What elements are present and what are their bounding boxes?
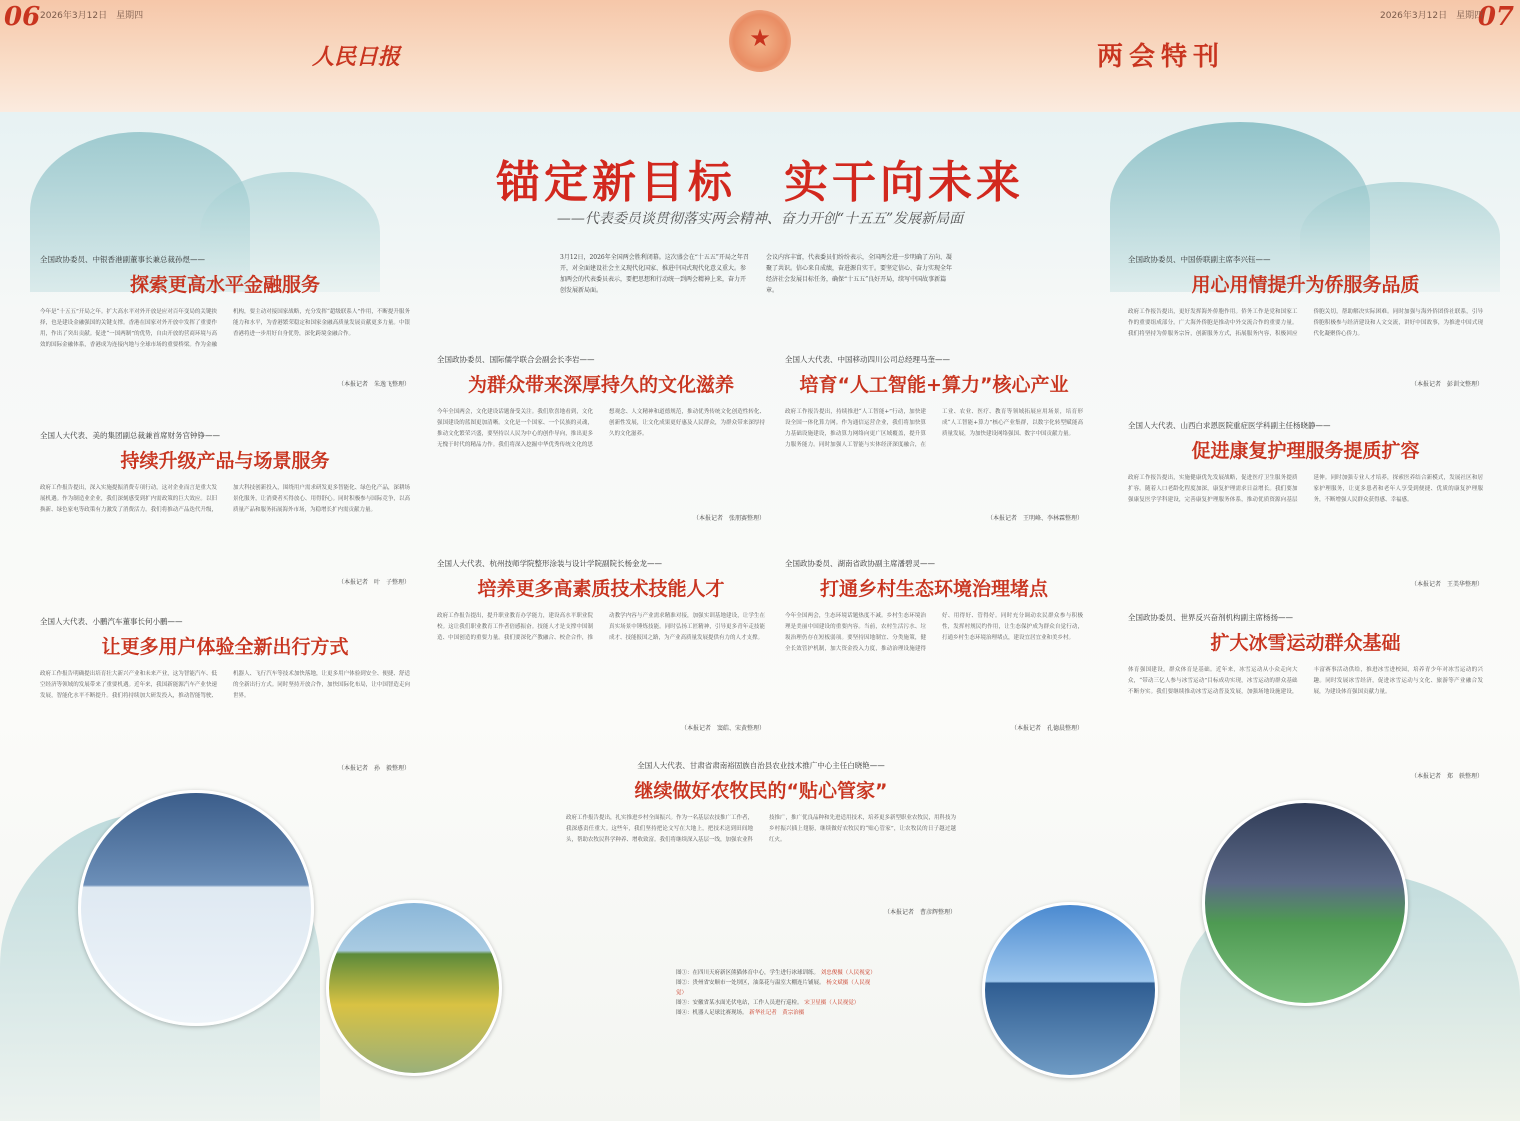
article-block — [437, 558, 765, 732]
left-page-number: 06 — [4, 2, 41, 32]
article-title: 继续做好农牧民的“贴心管家” — [634, 780, 888, 802]
caption-text: 图②：贵州省安顺市一处坝区，油菜花与温室大棚连片铺展。 — [676, 980, 825, 986]
left-date: 2026年3月12日 星期四 — [40, 11, 144, 21]
caption-credit: 杨文斌摄（人民视觉） — [676, 980, 871, 996]
article-byline: （本报记者 王明峰、李林霖整理） — [986, 515, 1083, 522]
caption-text: 图③：安徽省某水面光伏电站，工作人员进行巡检。 — [676, 1000, 803, 1006]
caption-text: 图④：机器人足球比赛现场。 — [676, 1010, 748, 1016]
photo-captions — [676, 968, 876, 1018]
article-title: 促进康复护理服务提质扩容 — [1191, 440, 1420, 462]
article-body: 政府工作报告提出，提升职业教育办学能力，建设高水平职业院校。这让我们职业教育工作者倍感振奋。技能人才是支撑中国制造、中国创造的重要力量。我们要深化产教融合、校企合作，推动教学内容与产业需求精准对接，加强实训基地建设，让学生在真实场景中锤炼技能。同时弘扬工匠精神，引导更多青年走技能成才、技能报国之路，为产业高质量发展提供有力的人才支撑。 — [437, 613, 765, 641]
article-block — [785, 558, 1083, 732]
right-page-number: 07 — [1477, 2, 1514, 32]
caption-text: 图①：在四川天府新区熊猫体育中心，学生进行冰球训练。 — [676, 970, 820, 976]
article-body: 政府工作报告提出，实施健康优先发展战略，促进医疗卫生服务提质扩容。随着人口老龄化程度加深，康复护理需求日益增长。我们要加强康复医学学科建设，完善康复护理服务体系，推动优质资源向基层延伸。同时加强专业人才培养，探索医养结合新模式，发展社区和居家护理服务，让更多患者和老年人享受到便捷、优质的康复护理服务，不断增强人民群众获得感、幸福感。 — [1128, 475, 1483, 503]
star-emblem-icon: ★ — [729, 10, 791, 72]
article-byline: （本报记者 张朋赛整理） — [692, 515, 765, 522]
article-kicker: 全国人大代表、中国移动四川公司总经理马奎—— — [785, 355, 950, 364]
article-body: 政府工作报告提出，持续推进“人工智能+”行动，加快建设全国一体化算力网。作为通信运营企业，我们将加快算力基础设施建设，推动算力网络向更广区域覆盖，提升算力服务能力。同时加强人工智能与实体经济深度融合，在工业、农业、医疗、教育等领域拓展应用场景，培育形成“人工智能+算力”核心产业集群，以数字化转型赋能高质量发展，为加快建设网络强国、数字中国贡献力量。 — [785, 409, 1083, 448]
article-kicker: 全国人大代表、甘肃省肃南裕固族自治县农业技术推广中心主任白晓艳—— — [637, 761, 885, 770]
article-block — [1128, 420, 1483, 588]
article-byline: （本报记者 叶 子整理） — [337, 579, 410, 586]
masthead-band — [0, 0, 1520, 112]
article-kicker: 全国政协委员、世界反兴奋剂机构副主席杨扬—— — [1128, 613, 1293, 622]
caption-credit: 刘忠俊摄（人民视觉） — [820, 970, 876, 976]
article-kicker: 全国人大代表、美的集团副总裁兼首席财务官钟铮—— — [40, 431, 220, 440]
page-headline: 锚定新目标 实干向未来 — [496, 157, 1024, 208]
caption-item — [676, 1008, 876, 1018]
article-block — [1128, 612, 1483, 780]
article-body: 今年全国两会，文化建设话题备受关注。我们欣喜地看到，文化强国建设的蓝图更加清晰。文化是一个国家、一个民族的灵魂，推动文化繁荣兴盛，要坚持以人民为中心的创作导向，推出更多无愧于时代的精品力作。我们将深入挖掘中华优秀传统文化的思想观念、人文精神和道德规范，推动优秀传统文化创造性转化、创新性发展，让文化成果更好惠及人民群众，为群众带来深厚持久的文化滋养。 — [437, 409, 765, 448]
article-body: 体育强国建设，群众体育是基础。近年来，冰雪运动从小众走向大众，“带动三亿人参与冰雪运动”目标成功实现，冰雪运动的群众基础不断夯实。我们要继续推动冰雪运动普及发展，加强场地设施建设，丰富赛事活动供给，推进冰雪进校园，培养青少年对冰雪运动的兴趣。同时发展冰雪经济，促进冰雪运动与文化、旅游等产业融合发展，为建设体育强国贡献力量。 — [1128, 667, 1483, 695]
article-byline: （本报记者 朱逸飞整理） — [337, 381, 410, 388]
article-block — [785, 354, 1083, 522]
article-byline: （本报记者 孙 毅整理） — [337, 765, 410, 772]
article-title: 培育“人工智能+算力”核心产业 — [799, 374, 1069, 396]
page-subheadline: ——代表委员谈贯彻落实两会精神、奋力开创“十五五”发展新局面 — [556, 211, 964, 227]
article-title: 让更多用户体验全新出行方式 — [101, 636, 349, 658]
intro-column-2: 会议内容丰富，代表委员们纷纷表示，全国两会进一步明确了方向、凝聚了共识。信心来自成绩，奋进源自实干。要坚定信心、奋力实现全年经济社会发展目标任务，确保“十五五”良好开局，续写中国故事新篇章。 — [766, 254, 953, 294]
article-kicker: 全国人大代表、杭州技师学院整形涂装与设计学院副院长杨金龙—— — [437, 559, 662, 568]
article-title: 探索更高水平金融服务 — [129, 274, 320, 296]
article-block — [1128, 254, 1483, 388]
article-title: 打通乡村生态环境治理堵点 — [819, 578, 1048, 600]
caption-credit: 新华社记者 黄宗治摄 — [749, 1010, 805, 1016]
article-kicker: 全国政协委员、国际儒学联合会副会长李岩—— — [437, 355, 595, 364]
article-block — [40, 616, 410, 772]
article-title: 为群众带来深厚持久的文化滋养 — [467, 374, 734, 396]
article-title: 培养更多高素质技术技能人才 — [477, 578, 725, 600]
ice-hockey-photo — [78, 790, 314, 1026]
article-kicker: 全国人大代表、小鹏汽车董事长何小鹏—— — [40, 617, 183, 626]
farmland-photo — [326, 900, 502, 1076]
article-body: 政府工作报告提出，更好发挥海外侨胞作用。侨务工作是党和国家工作的重要组成部分。广大海外侨胞是推动中外交流合作的重要力量。我们将坚持为侨服务宗旨，创新服务方式，拓展服务内容，积极回应侨胞关切，帮助解决实际困难。同时加强与海外侨团侨社联系，引导侨胞积极参与经济建设和人文交流，讲好中国故事，为推进中国式现代化凝聚侨心侨力。 — [1128, 309, 1483, 337]
article-kicker: 全国政协委员、湖南省政协副主席潘碧灵—— — [785, 559, 935, 568]
newspaper-logo: 人民日报 — [312, 44, 401, 70]
article-title: 用心用情提升为侨服务品质 — [1191, 274, 1420, 296]
intro-column-1: 3月12日，2026年全国两会胜利闭幕。这次盛会在“十五五”开局之年召开，对全面建设社会主义现代化国家、推进中国式现代化意义重大。参加两会的代表委员表示，要把思想和行动统一到两会精神上来，奋力开创发展新局面。 — [560, 254, 749, 294]
section-title: 两会特刊 — [1097, 42, 1226, 72]
article-byline: （本报记者 曹彦辉整理） — [883, 909, 956, 916]
right-date: 2026年3月12日 星期四 — [1380, 11, 1484, 21]
article-body: 政府工作报告提出，深入实施提振消费专项行动，这对企业而言是重大发展机遇。作为制造业企业，我们深刻感受到扩内需政策的巨大效应。以旧换新、绿色家电等政策有力激发了消费活力。我们将推动产品迭代升级，加大科技创新投入，围绕用户需求研发更多智能化、绿色化产品，深耕场景化服务，让消费者买得放心、用得舒心。同时积极参与国际竞争，以高质量产品和服务拓展海外市场，为稳增长扩内需贡献力量。 — [40, 485, 410, 513]
article-block — [566, 760, 956, 916]
article-title: 扩大冰雪运动群众基础 — [1210, 632, 1401, 654]
article-body: 今年是“十五五”开局之年。扩大高水平对外开放是应对百年变局的关键抉择，也是建设金融强国的关键支撑。香港在国家对外开放中发挥了重要作用，作出了突出贡献。促进“一国两制”的优势，自由开放的营商环境与高效的国际金融体系，香港成为连接内地与全球市场的重要桥梁。作为金融机构，要主动对接国家战略，充分发挥“超级联系人”作用，不断提升服务能力和水平，为香港繁荣稳定和国家金融高质量发展贡献更多力量。中银香港将进一步用好自身优势，深化跨境金融合作。 — [40, 309, 410, 348]
article-kicker: 全国人大代表、山西白求恩医院重症医学科副主任杨晓静—— — [1128, 421, 1331, 430]
article-byline: （本报记者 郑 轶整理） — [1410, 773, 1483, 780]
article-body: 政府工作报告明确提出培育壮大新兴产业和未来产业，这为智能汽车、低空经济等领域的发展带来了重要机遇。近年来，我国新能源汽车产业快速发展，智能化水平不断提升。我们将持续加大研发投入，推动智能驾驶、机器人、飞行汽车等技术加快落地，让更多用户体验到安全、便捷、舒适的全新出行方式。同时坚持开放合作，加快国际化布局，让中国智造走向世界。 — [40, 671, 410, 699]
article-block — [40, 254, 410, 388]
robot-football-photo — [1202, 800, 1408, 1006]
article-byline: （本报记者 王美华整理） — [1410, 581, 1483, 588]
article-body: 今年全国两会，生态环境话题热度不减。乡村生态环境治理是美丽中国建设的重要内容。当前，农村生活污水、垃圾治理仍存在短板弱项。要坚持因地制宜、分类施策，健全长效管护机制，加大资金投入力度，推动治理设施建得好、用得好、管得好。同时充分调动农民群众参与积极性，发挥村规民约作用，让生态保护成为群众自觉行动，打通乡村生态环境治理堵点，建设宜居宜业和美乡村。 — [785, 613, 1083, 652]
article-kicker: 全国政协委员、中银香港副董事长兼总裁孙煜—— — [40, 255, 205, 264]
article-kicker: 全国政协委员、中国侨联副主席李兴钰—— — [1128, 255, 1271, 264]
article-byline: （本报记者 彭训文整理） — [1410, 381, 1483, 388]
caption-item — [676, 968, 876, 978]
article-block — [437, 354, 765, 522]
caption-credit: 宋卫星摄（人民视觉） — [804, 1000, 860, 1006]
caption-item — [676, 998, 876, 1008]
caption-item — [676, 978, 876, 998]
article-body: 政府工作报告提出，扎实推进乡村全面振兴。作为一名基层农技推广工作者，我深感责任重大。这些年，我们坚持把论文写在大地上，把技术送到田间地头，帮助农牧民科学种养、增收致富。我们将继续深入基层一线，加强农业科技推广，推广优良品种和先进适用技术，培养更多新型职业农牧民，用科技为乡村振兴插上翅膀，继续做好农牧民的“贴心管家”，让农牧民的日子越过越红火。 — [566, 815, 956, 843]
article-byline: （本报记者 窦皓、宋黄整理） — [680, 725, 765, 732]
solar-farm-photo — [982, 902, 1158, 1078]
article-byline: （本报记者 孔德晨整理） — [1010, 725, 1083, 732]
article-title: 持续升级产品与场景服务 — [120, 450, 330, 472]
article-block — [40, 430, 410, 586]
